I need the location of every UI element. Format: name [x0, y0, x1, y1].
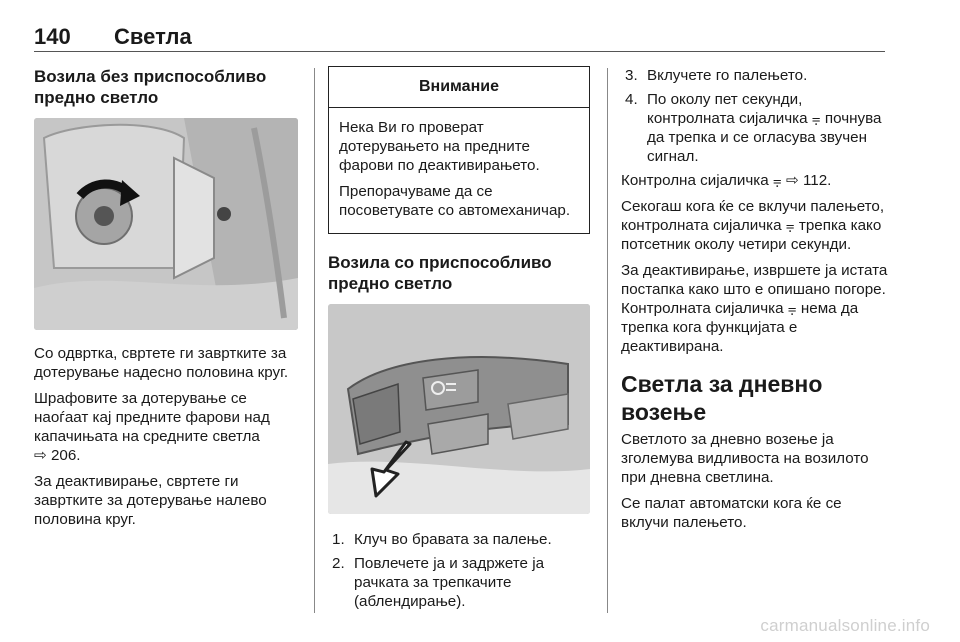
right-para-1: Контролна сијаличка ⩦ ⇨ 112.	[621, 172, 832, 189]
list-item	[328, 554, 590, 611]
column-divider-left	[314, 68, 315, 613]
left-para-3: За деактивирање, свртете ги завртките за дотерување налево половина круг.	[34, 473, 267, 528]
step-text: По околу пет секунди, контролната сијаличка ⩦ почнува да трепка и се огласува звучен сигнал.	[647, 91, 882, 165]
warning-title: Внимание	[329, 67, 589, 108]
step-text: Повлечете ја и задржете ја рачката за трепкачите (аблендирање).	[354, 555, 545, 610]
page-header	[34, 22, 885, 52]
step-text: Клуч во бравата за палење.	[354, 531, 552, 548]
warning-para-2: Препорачуваме да се посоветувате со автомеханичар.	[339, 183, 571, 219]
header-divider	[34, 51, 885, 52]
right-para-2: Секогаш кога ќе се вклучи палењето, контролната сијаличка ⩦ трепка како потсетник околу четири секунди.	[621, 198, 885, 253]
page-ref-link[interactable]: ⇨ 206.	[34, 447, 81, 464]
section-heading-no-afl: Возила без приспособливо предно светло	[34, 67, 267, 107]
headlamp-adjustment-illustration	[34, 118, 298, 330]
steps-list-part-1	[328, 530, 590, 611]
lever-illustration-graphic	[328, 304, 590, 514]
warning-body	[329, 108, 589, 233]
right-column	[621, 66, 889, 539]
left-para-2-text: Шрафовите за дотерување се наоѓаат кај предните фарови над капачињата на средните светла	[34, 390, 270, 445]
section-heading-drl: Светла за дневно возење	[621, 371, 823, 425]
list-item	[328, 530, 590, 549]
list-item	[621, 66, 889, 85]
right-para-5: Се палат автоматски кога ќе се вклучи палењето.	[621, 495, 842, 531]
watermark: carmanualsonline.info	[760, 616, 930, 635]
step-number: 3.	[625, 67, 638, 84]
right-para-4: Светлото за дневно возење ја зголемува видливоста на возилото при дневна светлина.	[621, 431, 869, 486]
left-para-1: Со одвртка, свртете ги завртките за дотерување надесно половина круг.	[34, 345, 289, 381]
steps-list-part-2	[621, 66, 889, 166]
right-para-3: За деактивирање, извршете ја истата постапка како што е опишано погоре. Контролната сијаличка ⩦ нема да трепка кога функцијата е деактивирана.	[621, 262, 888, 355]
list-item	[621, 90, 889, 166]
headlamp-illustration-graphic	[34, 118, 298, 330]
step-text: Вклучете го палењето.	[647, 67, 808, 84]
step-number: 1.	[332, 531, 345, 548]
left-para-2	[34, 389, 300, 465]
column-divider-right	[607, 68, 608, 613]
left-column	[34, 66, 300, 536]
page-title: Светла	[114, 24, 192, 49]
step-number: 4.	[625, 91, 638, 108]
page-number: 140	[34, 24, 71, 49]
warning-para-1: Нека Ви го проверат дотерувањето на предните фарови по деактивирањето.	[339, 119, 540, 174]
section-heading-afl: Возила со приспособливо предно светло	[328, 253, 552, 293]
middle-column	[328, 66, 590, 616]
warning-box	[328, 66, 590, 234]
turn-signal-lever-illustration	[328, 304, 590, 514]
step-number: 2.	[332, 555, 345, 572]
